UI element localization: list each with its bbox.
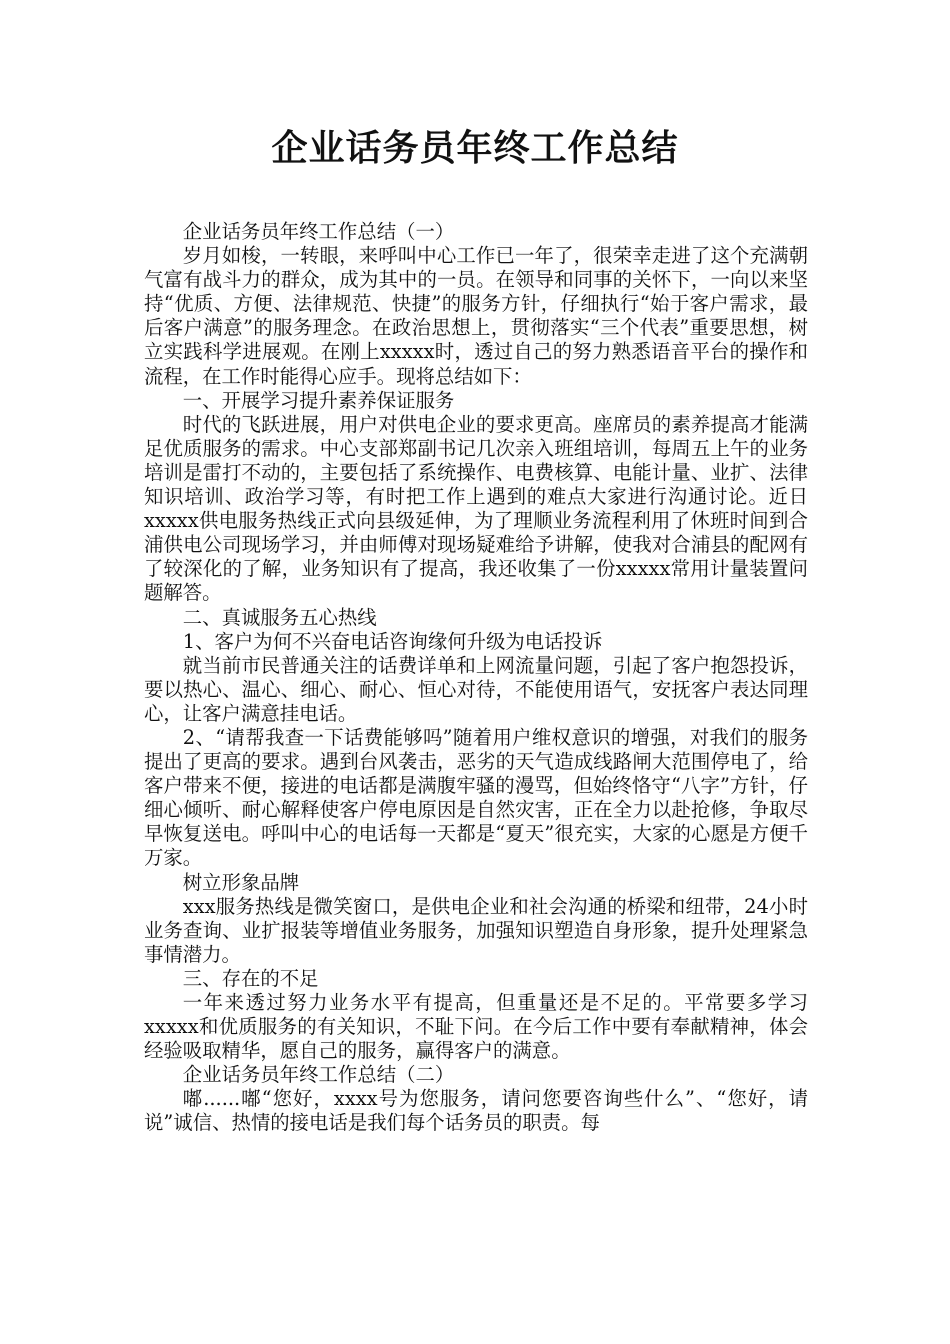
paragraph: 就当前市民普通关注的话费详单和上网流量问题，引起了客户抱怨投诉，要以热心、温心、细心、耐心、恒心对待，不能使用语气，安抚客户表达同理心，让客户满意挂电话。: [144, 653, 808, 725]
paragraph: 2、“请帮我查一下话费能够吗”随着用户维权意识的增强，对我们的服务提出了更高的要求。遇到台风袭击，恶劣的天气造成线路闸大范围停电了，给客户带来不便，接进的电话都是满腹牢骚的漫骂，但始终恪守“八字”方针，仔细心倾听、耐心解释使客户停电原因是自然灾害，正在全力以赴抢修，争取尽早恢复送电。呼叫中心的电话每一天都是“夏天”很充实，大家的心愿是方便千万家。: [144, 725, 808, 870]
subsection-heading: 1、客户为何不兴奋电话咨询缘何升级为电话投诉: [182, 629, 603, 653]
document-body: [144, 220, 808, 1136]
paragraph: 一年来透过努力业务水平有提高，但重量还是不足的。平常要多学习xxxxx和优质服务的有关知识，不耻下问。在今后工作中要有奉献精神，体会经验吸取精华，愿自己的服务，赢得客户的满意。: [144, 991, 808, 1063]
paragraph: 岁月如梭，一转眼，来呼叫中心工作已一年了，很荣幸走进了这个充满朝气富有战斗力的群众，成为其中的一员。在领导和同事的关怀下，一向以来坚持“优质、方便、法律规范、快捷”的服务方针，仔细执行“始于客户需求，最后客户满意”的服务理念。在政治思想上，贯彻落实“三个代表”重要思想，树立实践科学进展观。在刚上xxxxx时，透过自己的努力熟悉语音平台的操作和流程，在工作时能得心应手。现将总结如下：: [144, 244, 808, 388]
section-heading: 企业话务员年终工作总结（二）: [182, 1063, 455, 1087]
subsection-heading: 树立形象品牌: [182, 870, 300, 894]
paragraph: 嘟......嘟“您好，xxxx号为您服务，请问您要咨询些什么”、“您好，请说”诚信、热情的接电话是我们每个话务员的职责。每: [144, 1087, 808, 1135]
paragraph: xxx服务热线是微笑窗口，是供电企业和社会沟通的桥梁和纽带，24小时业务查询、业扩报装等增值业务服务，加强知识塑造自身形象，提升处理紧急事情潜力。: [144, 894, 808, 966]
section-heading: 三、存在的不足: [182, 966, 319, 990]
section-heading: 一、开展学习提升素养保证服务: [182, 388, 455, 412]
paragraph: 时代的飞跃进展，用户对供电企业的要求更高。座席员的素养提高才能满足优质服务的需求。中心支部郑副书记几次亲入班组培训，每周五上午的业务培训是雷打不动的，主要包括了系统操作、电费核算、电能计量、业扩、法律知识培训、政治学习等，有时把工作上遇到的难点大家进行沟通讨论。近日xxxxx供电服务热线正式向县级延伸，为了理顺业务流程利用了休班时间到合浦供电公司现场学习，并由师傅对现场疑难给予讲解，使我对合浦县的配网有了较深化的了解，业务知识有了提高，我还收集了一份xxxxx常用计量装置问题解答。: [144, 412, 808, 605]
document-title: 企业话务员年终工作总结: [271, 128, 679, 169]
section-heading: 二、真诚服务五心热线: [182, 605, 377, 629]
section-heading: 企业话务员年终工作总结（一）: [182, 220, 455, 243]
